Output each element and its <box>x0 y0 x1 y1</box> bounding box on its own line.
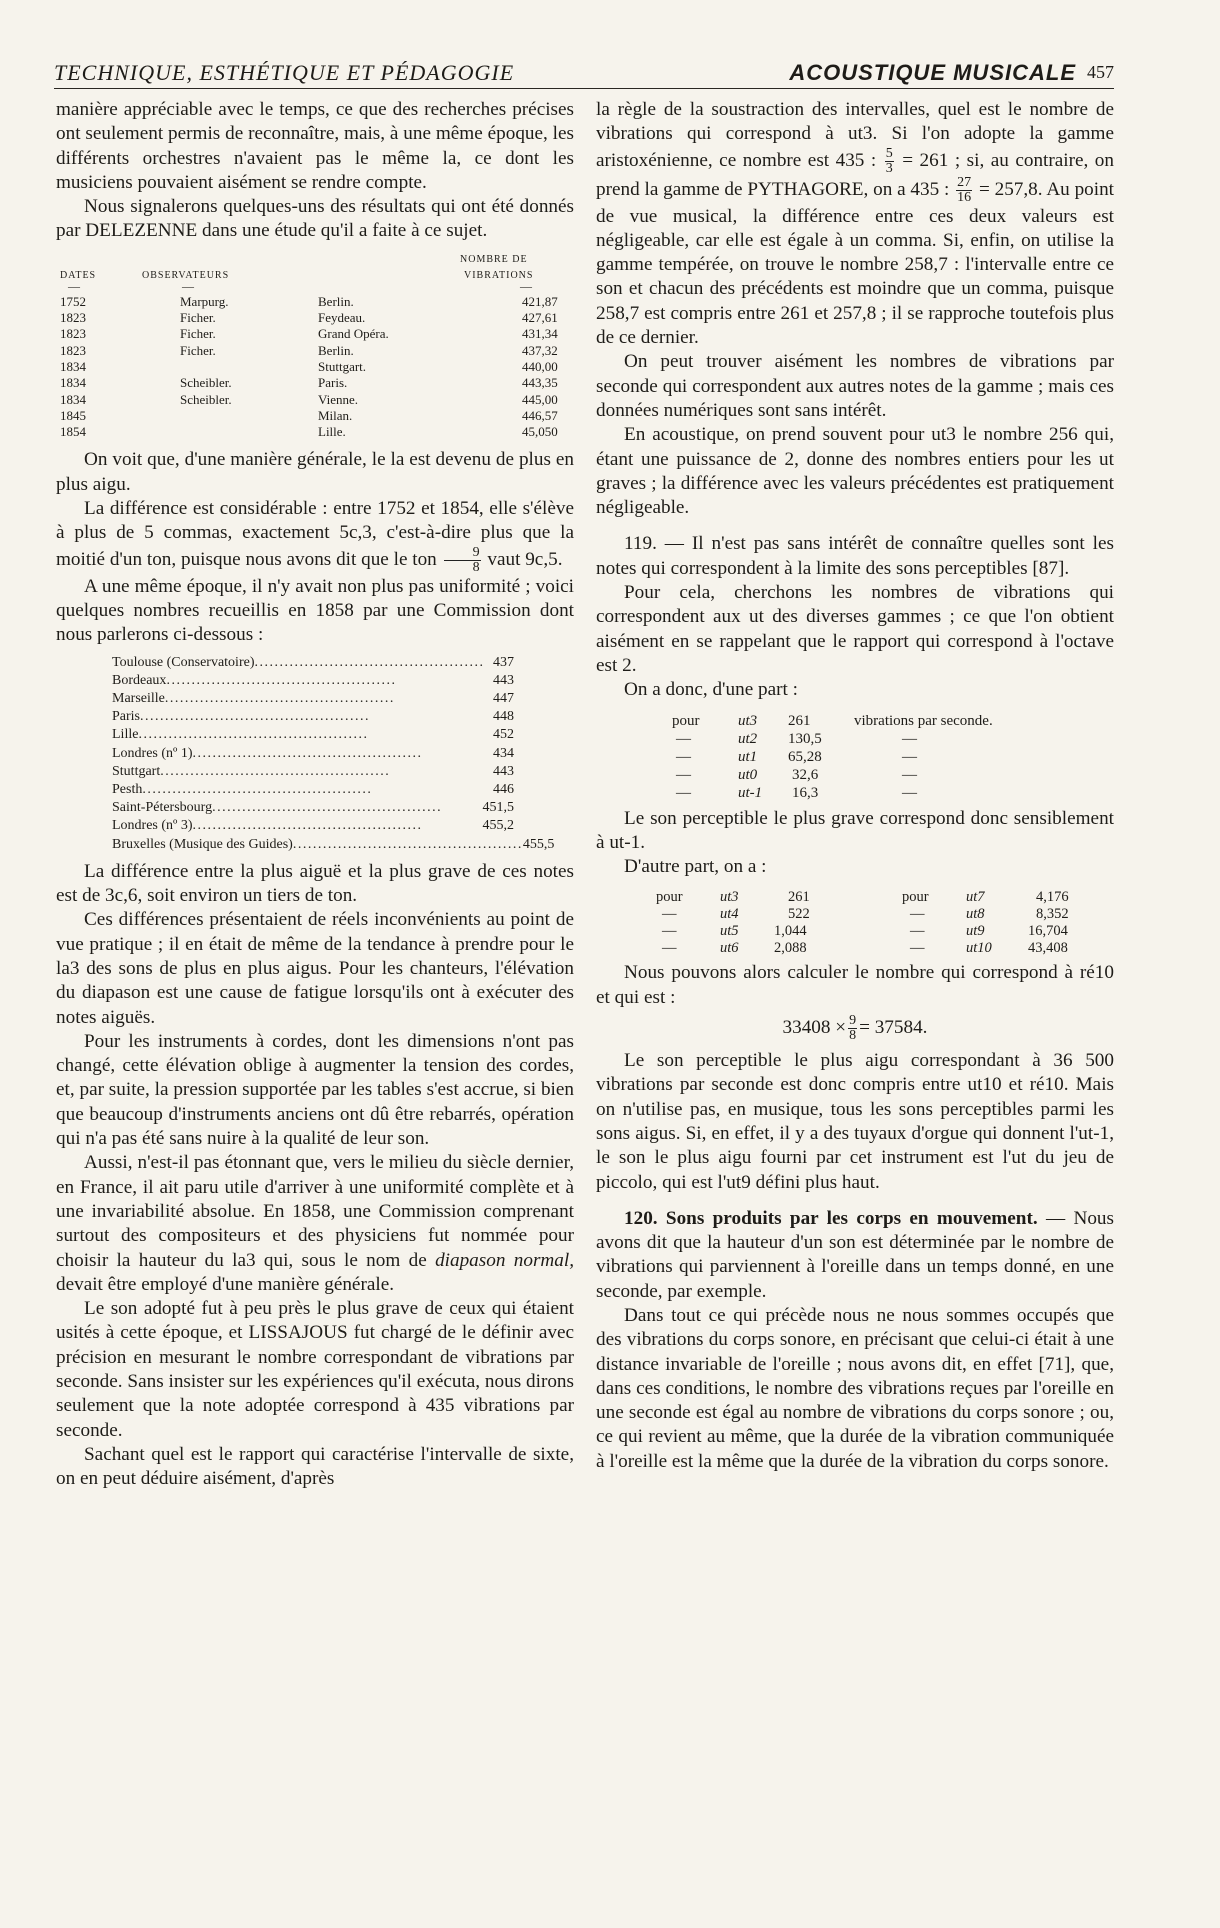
list-item: Stuttgart .............................................. 443 <box>112 763 514 779</box>
paragraph: On voit que, d'une manière générale, le la est devenu de plus en plus aigu. <box>56 449 574 495</box>
fraction: $\frac{9}{8}$ <box>444 546 481 575</box>
table-row: 1834 Stuttgart. 440,00 <box>60 358 558 374</box>
left-column <box>56 98 574 1491</box>
running-header <box>54 58 1114 89</box>
list-item: Pesth .............................................. 446 <box>112 781 514 797</box>
low-ut-table <box>596 709 1114 799</box>
table-row: 1752 Marpurg. Berlin. 421,87 <box>60 293 558 309</box>
section-title: 120. Sons produits par les corps en mouvement. <box>624 1207 1038 1229</box>
table-row: 1823 Ficher. Berlin. 437,32 <box>60 342 558 358</box>
table-row: 1823 Ficher. Grand Opéra. 431,34 <box>60 326 558 342</box>
paragraph: Aussi, n'est-il pas étonnant que, vers le milieu du siècle dernier, en France, il ait paru utile d'arriver à une uniformité complète et à une invariabilité absolue. En 1858, une Commission comprenant surtout des compositeurs et des physiciens fut nommée pour choisir la hauteur du la3 qui, sous le nom de diapason normal, devait être employé d'une manière générale. <box>56 1152 574 1295</box>
paragraph: La différence entre la plus aiguë et la plus grave de ces notes est de 3c,6, soit environ un tiers de ton. <box>56 860 574 907</box>
paragraph: manière appréciable avec le temps, ce que des recherches précises ont seulement permis de reconnaître, mais, à une même époque, les différents orchestres n'avaient pas le même la, ce dont les musiciens pouvaient aisément se rendre compte. <box>56 99 574 193</box>
header-left-title: TECHNIQUE, ESTHÉTIQUE ET PÉDAGOGIE <box>54 60 515 85</box>
table-row: 1834 Scheibler. Vienne. 445,00 <box>60 391 558 407</box>
pitch-history-table <box>56 250 574 441</box>
list-item: Londres (nº 3) .............................................. 455,2 <box>112 818 514 834</box>
paragraph: Pour les instruments à cordes, dont les dimensions n'ont pas changé, cette élévation oblige à augmenter la tension des cordes, et, par suite, la pression supportée par les tables s'est accrue, si bien que beaucoup d'instruments anciens ont dû être rebarrés, opération qui n'a pas été sans nuire à la qualité de leur son. <box>56 1030 574 1150</box>
paragraph: D'autre part, on a : <box>624 856 767 878</box>
list-item: Marseille .............................................. 447 <box>112 690 514 706</box>
section-119: 119. — Il n'est pas sans intérêt de connaître quelles sont les notes qui correspondent à la limite des sons perceptibles [87]. <box>596 533 1114 579</box>
paragraph: A une même époque, il n'y avait non plus pas uniformité ; voici quelques nombres recueillis en 1858 par une Commission dont nous parlerons ci-dessous : <box>56 575 574 646</box>
paragraph: Nous pouvons alors calculer le nombre qui correspond à ré10 et qui est : <box>596 962 1114 1008</box>
table-dash-row: — — — <box>68 278 532 293</box>
right-column <box>596 98 1114 1474</box>
table-row: — ut5 1,044 — ut9 16,704 <box>662 923 1068 940</box>
city-pitch-list <box>56 654 574 854</box>
table-row: — ut2 130,5 — <box>676 730 917 747</box>
table-row: 1845 Milan. 446,57 <box>60 407 558 423</box>
high-ut-table <box>596 885 1114 957</box>
paragraph: Sachant quel est le rapport qui caractérise l'intervalle de sixte, on en peut déduire aisément, d'après <box>56 1443 574 1490</box>
paragraph: On peut trouver aisément les nombres de vibrations par seconde qui correspondent aux autres notes de la gamme ; mais ces données numériques sont sans intérêt. <box>596 351 1114 421</box>
table-row: — ut0 32,6 — <box>676 766 917 783</box>
paragraph: Dans tout ce qui précède nous ne nous sommes occupés que des vibrations du corps sonore, en précisant que celui-ci était à une distance invariable de l'oreille ; nous avons dit, en effet [71], que, dans ces conditions, le nombre des vibrations reçues par l'oreille en une seconde est égal au nombre de vibrations du corps sonore ; ou, ce qui revient au même, que la durée de la vibration communiquée à l'oreille est la même que la durée de la vibration du corps sonore. <box>596 1304 1114 1472</box>
paragraph: la règle de la soustraction des intervalles, quel est le nombre de vibrations qui correspond à ut3. Si l'on adopte la gamme aristoxénienne, ce nombre est 435 : $\frac{5}{3}$ = 261 ; si, au contraire, on prend la gamme de PYTHAGORE, on a 435 : $\frac{27}{16}$ = 257,8. Au point de vue musical, la différence entre ces deux valeurs est négligeable, car elle est égale à un comma. Si, enfin, on utilise la gamme tempérée, on trouve le nombre 258,7 : l'intervalle entre ce son et chacun des précédents est moindre que un comma, puisque 258,7 est compris entre 261 et 257,8 ; il se rapproche toutefois plus de ce dernier. <box>596 99 1115 349</box>
table-row: pour ut3 261 vibrations par seconde. <box>672 712 993 729</box>
header-right-title: ACOUSTIQUE MUSICALE <box>789 60 1076 85</box>
paragraph: Le son perceptible le plus grave correspond donc sensiblement à ut-1. <box>596 807 1114 853</box>
paragraph: Pour cela, cherchons les nombres de vibrations qui correspondent aux ut des diverses gammes ; ce que l'on obtient aisément en se rappelant que le rapport qui correspond à l'octave est 2. <box>596 582 1114 676</box>
table-row: — ut4 522 — ut8 8,352 <box>662 906 1069 923</box>
table-row: 1834 Scheibler. Paris. 443,35 <box>60 375 558 391</box>
table-row: — ut-1 16,3 — <box>676 784 917 801</box>
paragraph: En acoustique, on prend souvent pour ut3 le nombre 256 qui, étant une puissance de 2, donne des nombres entiers pour les ut graves ; la différence avec les valeurs précédentes est pratiquement négligeable. <box>596 424 1114 519</box>
list-item: Bruxelles (Musique des Guides) .............................................. 455,5 <box>112 836 555 852</box>
col-header-observers: OBSERVATEURS <box>142 269 230 281</box>
paragraph: On a donc, d'une part : <box>624 679 798 701</box>
col-header-vibrations: VIBRATIONS <box>464 269 534 281</box>
paragraph: Le son perceptible le plus aigu correspondant à 36 500 vibrations par seconde est donc compris entre ut10 et ré10. Mais on n'utilise pas, en musique, tous les sons perceptibles parmi les sons aigus. Si, en effet, il y a des tuyaux d'orgue qui donnent l'ut-1, le son le plus aigu fourni par cet instrument est l'ut du jeu de piccolo, qui est l'ut9 défini plus haut. <box>596 1050 1114 1193</box>
equation: 33408 × $\frac{9}{8}$ = 37584. <box>782 1013 928 1044</box>
table-row: — ut6 2,088 — ut10 43,408 <box>662 940 1068 957</box>
table-row: pour ut3 261 pour ut7 4,176 <box>656 889 1069 906</box>
paragraph: Nous signalerons quelques-uns des résultats qui ont été donnés par DELEZENNE dans une étude qu'il a faite à ce sujet. <box>56 196 574 242</box>
col-header-dates: DATES <box>60 269 97 281</box>
paragraph: Ces différences présentaient de réels inconvénients au point de vue pratique ; il en était de même de la tendance à prendre pour le la3 des sons de plus en plus aigus. Pour les chanteurs, l'élévation du diapason est une cause de fatigue lorsqu'ils ont à exécuter des notes aiguës. <box>56 909 574 1028</box>
col-header-number: NOMBRE DE <box>460 253 528 265</box>
table-row: 1823 Ficher. Feydeau. 427,61 <box>60 310 558 326</box>
table-header <box>56 250 574 284</box>
list-item: Bordeaux .............................................. 443 <box>112 672 514 688</box>
list-item: Lille .............................................. 452 <box>112 727 514 743</box>
list-item: Londres (nº 1) .............................................. 434 <box>112 745 514 761</box>
table-row: 1854 Lille. 45,050 <box>60 424 558 440</box>
section-120: 120. Sons produits par les corps en mouvement. — Nous avons dit que la hauteur d'un son est déterminée par le nombre de vibrations qui parviennent à l'oreille dans un temps donné, en une seconde, par exemple. <box>596 1207 1114 1302</box>
fraction: $\frac{5}{3}$ <box>885 145 893 176</box>
fraction: $\frac{27}{16}$ <box>957 174 972 205</box>
table-row: — ut1 65,28 — <box>676 748 917 765</box>
fraction: $\frac{9}{8}$ <box>849 1013 857 1044</box>
paragraph: Le son adopté fut à peu près le plus grave de ceux qui étaient usités à cette époque, et LISSAJOUS fut chargé de le définir avec précision en mesurant le nombre correspondant de vibrations par seconde. Sans insister sur les expériences qu'il exécuta, nous dirons seulement que la note adoptée correspond à 435 vibrations par seconde. <box>56 1298 574 1441</box>
page-number: 457 <box>1087 62 1114 82</box>
list-item: Paris .............................................. 448 <box>112 709 514 725</box>
list-item: Toulouse (Conservatoire) .............................................. 437 <box>112 654 514 670</box>
paragraph: La différence est considérable : entre 1752 et 1854, elle s'élève à plus de 5 commas, exactement 5c,3, c'est-à-dire plus que la moitié d'un ton, puisque nous avons dit que le ton $\frac{9}{8}$ vaut 9c,5. <box>56 498 574 575</box>
list-item: Saint-Pétersbourg .............................................. 451,5 <box>112 800 514 816</box>
